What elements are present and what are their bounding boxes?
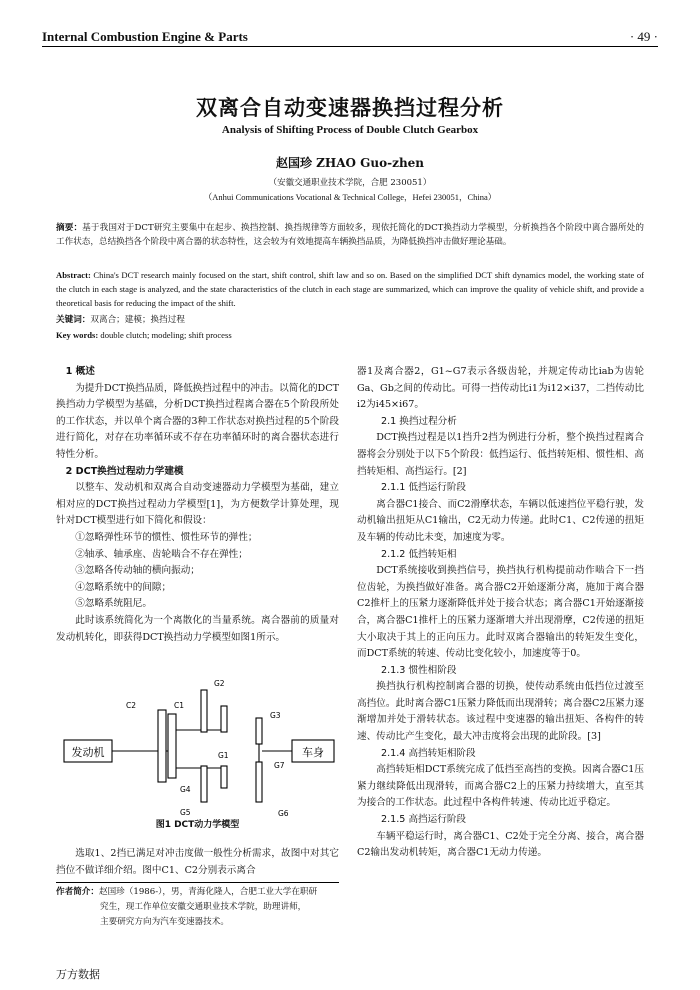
list-item: ①忽略弹性环节的惯性、惯性环节的弹性； <box>75 531 258 543</box>
fig-label: G2 <box>214 679 225 688</box>
fig-label: G6 <box>278 809 289 818</box>
footnote-line: 究生，现工作单位安徽交通职业技术学院，助理讲师， <box>100 902 307 912</box>
right-text: 离合器C1接合、而C2滑摩状态，车辆以低速挡位平稳行驶，发动机输出扭矩从C1输出，C2无动力传递。此时C1、C2传递的扭矩及车辆的传动比未变，加速度为零。 <box>357 498 644 543</box>
right-text: 换挡执行机构控制离合器的切换，使传动系统由低挡位过渡至高挡位。此时离合器C1压紧力降低而出现滑转；离合器C2压紧力逐渐增加并处于滑转状态。该过程中变速器的输出扭矩、各构件的转速、传动比产生变化，最大冲击度将会出现的此阶段。[3] <box>357 681 644 743</box>
abstract-en-label: Abstract: <box>56 270 91 280</box>
section-2-1-title: 2.1 换挡过程分析 <box>381 415 457 427</box>
keywords-cn-label: 关键词： <box>56 315 91 325</box>
abstract-cn <box>56 221 644 249</box>
section-2-text: 以整车、发动机和双离合自动变速器动力学模型为基础，建立相对应的DCT换挡过程动力学模型[1]，为方便数学计算处理，现针对DCT模型进行如下简化和假设： <box>56 482 339 527</box>
footnote-divider <box>56 882 339 883</box>
footnote-label: 作者简介： <box>56 887 99 897</box>
fig-label: C2 <box>126 701 137 710</box>
fig-label: G5 <box>180 808 191 817</box>
vehicle-label: 车身 <box>302 746 324 759</box>
list-item: ②轴承、轴承座、齿轮啮合不存在弹性； <box>75 548 248 560</box>
affiliation-en: （Anhui Communications Vocational & Technical College，Hefei 230051，China） <box>203 192 497 202</box>
keywords-en-label: Key words: <box>56 330 99 340</box>
running-header <box>42 28 658 47</box>
keywords-cn-text: 双离合；建模；换挡过程 <box>90 315 185 325</box>
fig-label: C1 <box>174 701 185 710</box>
right-text: DCT换挡过程是以1挡升2挡为例进行分析，整个换挡过程离合器将会分别处于以下5个阶段：低挡运行、低挡转矩相、惯性相、高挡转矩相、高挡运行。[2] <box>357 432 644 477</box>
keywords-en-text: double clutch; modeling; shift process <box>100 330 232 340</box>
section-2-1-5-title: 2.1.5 高挡运行阶段 <box>381 814 467 826</box>
left-column <box>56 364 339 646</box>
list-item: ④忽略系统中的间隙； <box>75 581 172 593</box>
list-item: ③忽略各传动轴的横向振动； <box>75 565 200 577</box>
section-2-text-2: 此时该系统简化为一个离散化的当量系统。离合器前的质量对发动机转化，即获得DCT换挡动力学模型如图1所示。 <box>56 614 339 643</box>
after-figure-text: 选取1、2挡已满足对冲击度做一般性分析需求，故图中对其它挡位不做详细介绍。图中C1、C2分别表示离合 <box>56 848 339 876</box>
abstract-en <box>56 268 644 310</box>
keywords-cn <box>56 313 644 327</box>
section-2-1-4-title: 2.1.4 高挡转矩相阶段 <box>381 747 476 759</box>
section-1-text: 为提升DCT换挡品质，降低换挡过程中的冲击。以简化的DCT换挡动力学模型为基础，分析DCT换挡过程离合器在5个阶段所处的工作状态，并以单个离合器的3种工作状态对换挡过程的5个阶段进行简化，对存在功率循环或不存在功率循环时的离合器状态进行特性分析。 <box>56 382 339 460</box>
right-text: 车辆平稳运行时，离合器C1、C2处于完全分离、接合，离合器C2输出发动机转矩，离合器C1无动力传递。 <box>357 830 644 859</box>
affiliation-cn: （安徽交通职业技术学院，合肥 230051） <box>268 178 432 188</box>
right-text: DCT系统接收到换挡信号，换挡执行机构提前动作啮合下一挡位齿轮，为换挡做好准备。离合器C2开始逐渐分离，施加于离合器C2推杆上的压紧力逐渐降低并处于接合状态；离合器C1开始逐渐接合，离合器C1推杆上的压紧力逐渐增大并出现滑摩，C2传递的扭矩大小取决于其上的正向压力。此时双离合器输出的转矩发生变化，而DCT系统的转速、传动比变化较小，加速度等于0。 <box>357 565 644 660</box>
list-item: ⑤忽略系统阻尼。 <box>75 598 152 610</box>
abstract-cn-label: 摘要： <box>56 223 83 233</box>
abstract-cn-text: 基于我国对于DCT研究主要集中在起步、换挡控制、换挡规律等方面较多，现依托简化的DCT换挡动力学模型，分析换挡各个阶段中离合器所处的工作状态，总结换挡各个阶段中离合器的状态特性，这会较为有效地提高车辆换挡品质，为降低换挡冲击做好理论基础。 <box>56 223 644 247</box>
author-footnote <box>56 885 342 930</box>
paper-title-en: Analysis of Shifting Process of Double Clutch Gearbox <box>221 124 479 136</box>
page-number: · 49 · <box>629 29 658 44</box>
right-text: 器1及离合器2，G1~G7表示各级齿轮，并规定传动比iab为齿轮Ga、Gb之间的传动比。可得一挡传动比i1为i12×i37，二挡传动比i2为i45×i67。 <box>357 366 644 411</box>
section-2-1-1-title: 2.1.1 低挡运行阶段 <box>381 482 467 494</box>
fig-label: G4 <box>180 785 191 794</box>
footer-watermark: 万方数据 <box>56 968 100 981</box>
abstract-en-text: China's DCT research mainly focused on the start, shift control, shift law and so on. Based on the simplified DCT shift dynamics model, the working state of the clutch in each stage is analyzed, and the state characteristics of the clutch in each stage are summarized, which can improve the quality of vehicle shift, and provide a theoretical basis for reducing the impact of the shift. <box>56 270 644 308</box>
fig-label: G7 <box>274 761 285 770</box>
section-1-title: 1 概述 <box>65 366 95 377</box>
journal-name: Internal Combustion Engine & Parts <box>42 29 248 44</box>
fig-label: G3 <box>270 711 281 720</box>
right-text: 高挡转矩相DCT系统完成了低挡至高挡的变换。因离合器C1压紧力继续降低出现滑转，而离合器C2上的压紧力持续增大，直至其为接合的工作状态。此过程中各构件转速、传动比近乎稳定。 <box>357 764 644 809</box>
author: 赵国珍 ZHAO Guo-zhen <box>275 156 425 170</box>
left-column-bottom <box>56 846 339 879</box>
figure-caption: 图1 DCT动力学模型 <box>155 820 240 830</box>
footnote-line: 主要研究方向为汽车变速器技术。 <box>100 917 229 927</box>
engine-label: 发动机 <box>71 746 105 759</box>
section-2-1-3-title: 2.1.3 惯性相阶段 <box>381 664 457 676</box>
dct-model-figure <box>56 670 339 830</box>
section-2-title: 2 DCT换挡过程动力学建模 <box>65 465 184 477</box>
section-2-1-2-title: 2.1.2 低挡转矩相 <box>381 548 457 560</box>
keywords-en <box>56 328 644 342</box>
right-column <box>357 364 644 862</box>
fig-label: G1 <box>218 751 229 760</box>
footnote-line: 赵国珍（1986-），男，青海化隆人，合肥工业大学在职研 <box>98 887 318 897</box>
paper-title-cn: 双离合自动变速器换挡过程分析 <box>196 96 504 120</box>
